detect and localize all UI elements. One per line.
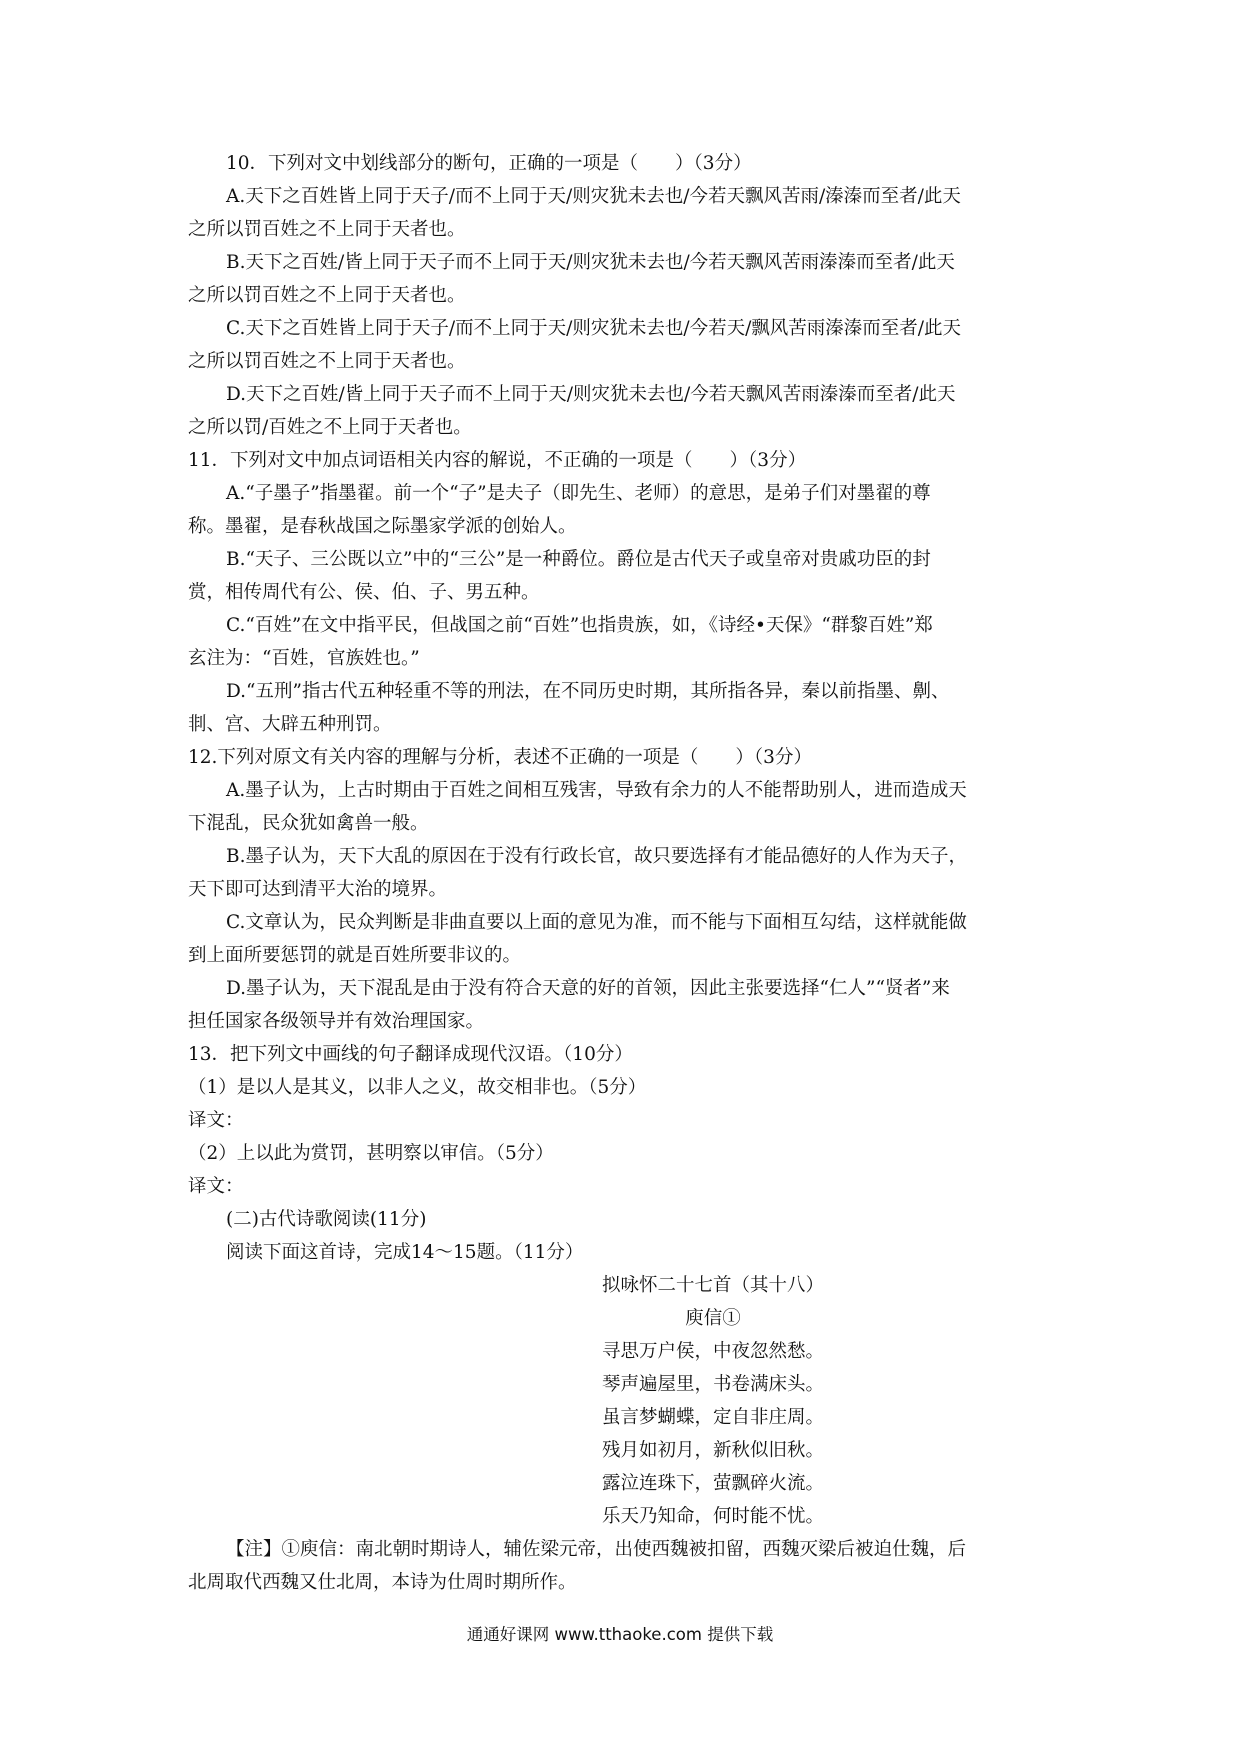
poem-line: 寻思万户侯，中夜忽然愁。 xyxy=(601,1341,824,1362)
option-b: B.“天子、三公既以立”中的“三公”是一种爵位。爵位是古代天子或皇帝对贵戚功臣的封 赏，相传周代有公、侯、伯、子、男五种。 xyxy=(188,549,931,603)
poem-title: 拟咏怀二十七首（其十八） xyxy=(601,1275,824,1296)
page-footer: 通通好课网 www.tthaoke.com 提供下载 xyxy=(466,1625,774,1644)
translation-answer-1: 译文： xyxy=(188,1110,244,1131)
poem-line: 乐天乃知命，何时能不忧。 xyxy=(601,1506,824,1527)
option-a: A.墨子认为，上古时期由于百姓之间相互残害，导致有余力的人不能帮助别人，进而造成天 下混乱，民众犹如禽兽一般。 xyxy=(188,780,967,834)
option-b: B.墨子认为，天下大乱的原因在于没有行政长官，故只要选择有才能品德好的人作为天子， 天下即可达到清平大治的境界。 xyxy=(188,846,967,900)
poetry-section xyxy=(188,1203,1118,1269)
poem-author: 庾信① xyxy=(685,1308,741,1329)
poem-note: 【注】①庾信：南北朝时期诗人，辅佐梁元帝，出使西魏被扣留，西魏灭梁后被迫仕魏，后 北周取代西魏又仕北周，本诗为仕周时期所作。 xyxy=(188,1539,967,1593)
question-stem: 12.下列对原文有关内容的理解与分析，表述不正确的一项是（ ）（3分） xyxy=(188,747,812,768)
option-c: C.“百姓”在文中指平民，但战国之前“百姓”也指贵族，如，《诗经•天保》“群黎百姓”郑 玄注为：“百姓，官族姓也。” xyxy=(188,615,933,669)
section-heading: (二)古代诗歌阅读(11分) xyxy=(226,1209,427,1230)
poem-line: 虽言梦蝴蝶，定自非庄周。 xyxy=(601,1407,824,1428)
option-a: A.“子墨子”指墨翟。前一个“子”是夫子（即先生、老师）的意思，是弟子们对墨翟的尊 称。墨翟，是春秋战国之际墨家学派的创始人。 xyxy=(188,483,931,537)
poem-line: 残月如初月，新秋似旧秋。 xyxy=(601,1440,824,1461)
exam-page xyxy=(188,147,1118,1599)
question-12 xyxy=(188,741,1118,1038)
option-a: A.天下之百姓皆上同于天子/而不上同于天/则灾犹未去也/今若天飘风苦雨/溱溱而至者/此天 之所以罚百姓之不上同于天者也。 xyxy=(188,186,961,240)
poem-line: 琴声遍屋里，书卷满床头。 xyxy=(601,1374,824,1395)
option-c: C.天下之百姓皆上同于天子/而不上同于天/则灾犹未去也/今若天/飘风苦雨溱溱而至者/此天 之所以罚百姓之不上同于天者也。 xyxy=(188,318,962,372)
sub-question-1: （1）是以人是其义，以非人之义，故交相非也。（5分） xyxy=(188,1077,647,1098)
option-c: C.文章认为，民众判断是非曲直要以上面的意见为准，而不能与下面相互勾结，这样就能做 到上面所要惩罚的就是百姓所要非议的。 xyxy=(188,912,967,966)
option-d: D.“五刑”指古代五种轻重不等的刑法，在不同历史时期，其所指各异，秦以前指墨、劓、 剕、宫、大辟五种刑罚。 xyxy=(188,681,950,735)
section-instruction: 阅读下面这首诗，完成14～15题。（11分） xyxy=(226,1242,584,1263)
question-10 xyxy=(188,147,1118,444)
question-stem: 11．下列对文中加点词语相关内容的解说，不正确的一项是（ ）（3分） xyxy=(188,450,807,471)
option-d: D.天下之百姓/皆上同于天子而不上同于天/则灾犹未去也/今若天飘风苦雨溱溱而至者/此天 之所以罚/百姓之不上同于天者也。 xyxy=(188,384,956,438)
poem-line: 露泣连珠下，萤飘碎火流。 xyxy=(601,1473,824,1494)
option-b: B.天下之百姓/皆上同于天子而不上同于天/则灾犹未去也/今若天飘风苦雨溱溱而至者/此天 之所以罚百姓之不上同于天者也。 xyxy=(188,252,955,306)
option-d: D.墨子认为，天下混乱是由于没有符合天意的好的首领，因此主张要选择“仁人”“贤者”来 担任国家各级领导并有效治理国家。 xyxy=(188,978,950,1032)
question-stem: 10．下列对文中划线部分的断句，正确的一项是（ ）（3分） xyxy=(226,153,752,174)
poem xyxy=(188,1269,1118,1533)
translation-answer-2: 译文： xyxy=(188,1176,244,1197)
question-11 xyxy=(188,444,1118,741)
sub-question-2: （2）上以此为赏罚，甚明察以审信。（5分） xyxy=(188,1143,554,1164)
question-13 xyxy=(188,1038,1118,1203)
question-stem: 13．把下列文中画线的句子翻译成现代汉语。（10分） xyxy=(188,1044,633,1065)
